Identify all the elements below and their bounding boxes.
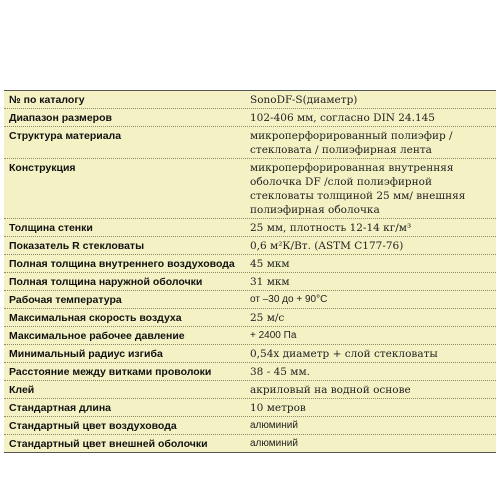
spec-label: Полная толщина внутреннего воздуховода	[9, 258, 235, 270]
spec-label: Полная толщина наружной оболочки	[9, 276, 203, 288]
spec-table	[4, 90, 496, 453]
spec-label: Стандартный цвет воздуховода	[9, 420, 177, 432]
spec-row-pressure	[4, 327, 496, 345]
spec-row-wall-thickness	[4, 219, 496, 237]
spec-label: Стандартный цвет внешней оболочки	[9, 438, 208, 450]
spec-value: от –30 до + 90°C	[250, 294, 328, 305]
spec-value: 25 мм, плотность 12-14 кг/м³	[250, 222, 412, 234]
spec-value: 25 м/с	[250, 312, 285, 324]
spec-value: микроперфорированная внутренняя оболочка DF /слой полиэфирной стекловаты толщиной 25 мм/ внешняя полиэфирная оболочка	[250, 162, 466, 216]
spec-label: Диапазон размеров	[9, 112, 112, 124]
spec-value: алюминий	[250, 420, 298, 431]
spec-label: Стандартная длина	[9, 402, 112, 414]
spec-value: 102-406 мм, согласно DIN 24.145	[250, 112, 435, 124]
spec-row-size-range	[4, 109, 496, 127]
spec-row-wire-pitch	[4, 363, 496, 381]
spec-row-inner-thickness	[4, 255, 496, 273]
spec-value: акриловый на водной основе	[250, 384, 411, 396]
spec-label: Показатель R стекловаты	[9, 240, 145, 252]
spec-value: 31 мкм	[250, 276, 290, 288]
spec-label: Конструкция	[9, 162, 76, 174]
spec-value: алюминий	[250, 438, 298, 449]
spec-value: 10 метров	[250, 402, 306, 414]
spec-label: Максимальная скорость воздуха	[9, 312, 182, 324]
spec-row-r-value	[4, 237, 496, 255]
spec-value: 0,54х диаметр + слой стекловаты	[250, 348, 438, 360]
spec-row-air-speed	[4, 309, 496, 327]
spec-row-catalog-number	[4, 91, 496, 109]
spec-value: SonoDF-S(диаметр)	[250, 94, 358, 106]
spec-row-standard-length	[4, 399, 496, 417]
spec-row-temperature	[4, 291, 496, 309]
spec-row-bend-radius	[4, 345, 496, 363]
spec-row-adhesive	[4, 381, 496, 399]
spec-row-jacket-color	[4, 435, 496, 452]
spec-value: 45 мкм	[250, 258, 290, 270]
spec-value: микроперфорированный полиэфир / стекловата / полиэфирная лента	[250, 130, 453, 156]
spec-row-duct-color	[4, 417, 496, 435]
spec-label: Минимальный радиус изгиба	[9, 348, 163, 360]
spec-value: 0,6 м²К/Вт. (ASTM C177-76)	[250, 240, 404, 252]
spec-row-outer-thickness	[4, 273, 496, 291]
spec-label: Рабочая температура	[9, 294, 122, 306]
spec-label: Максимальное рабочее давление	[9, 330, 185, 342]
spec-value: 38 - 45 мм.	[250, 366, 310, 378]
spec-label: Расстояние между витками проволоки	[9, 366, 212, 378]
spec-row-material-structure	[4, 127, 496, 159]
spec-label: Толщина стенки	[9, 222, 93, 234]
spec-label: Структура материала	[9, 130, 122, 142]
spec-value: + 2400 Па	[250, 330, 297, 341]
spec-label: № по каталогу	[9, 94, 85, 106]
spec-label: Клей	[9, 384, 35, 396]
spec-row-construction	[4, 159, 496, 219]
